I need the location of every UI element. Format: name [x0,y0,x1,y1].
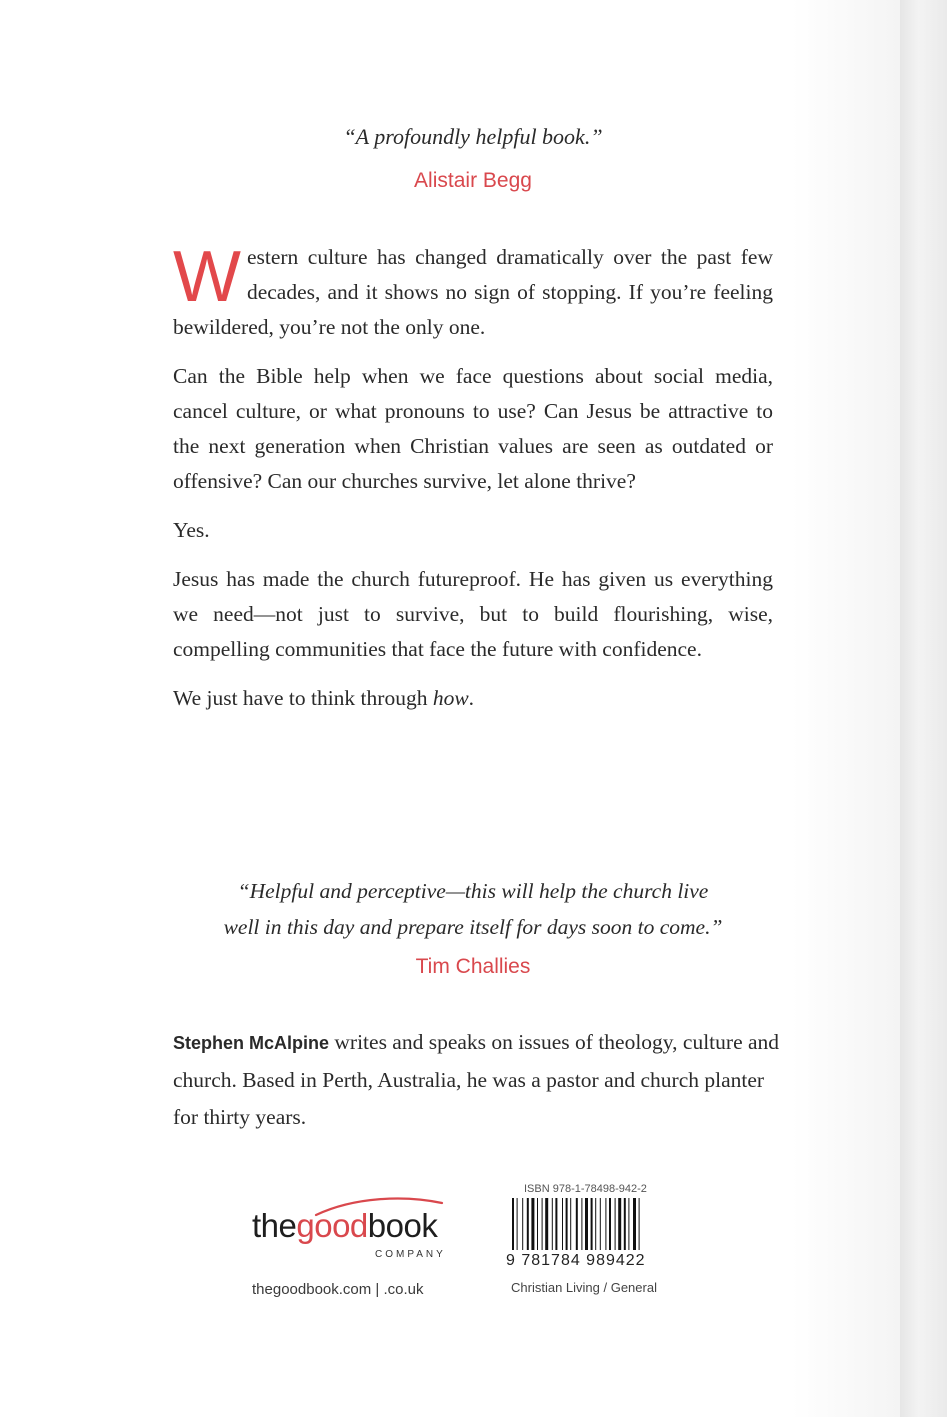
book-blurb [173,237,773,730]
blurb-text: estern culture has changed dramatically over the past few decades, and it shows no sign of stopping. If you’re feeling bewildered, you’re not the only one. [173,245,773,339]
barcode-digits: 9 781784 989422 [506,1252,646,1269]
publisher-url: thegoodbook.com | .co.uk [252,1281,424,1298]
barcode-icon [512,1198,674,1256]
endorsement-author: Tim Challies [415,955,531,978]
blurb-text: We just have to think through [173,686,433,710]
blurb-paragraph: Yes. [173,518,210,542]
logo-company: COMPANY [375,1249,446,1260]
quote-line: well in this day and prepare itself for days soon to come.” [223,915,723,939]
endorsement-quote [173,873,773,945]
publisher-block [252,1195,472,1298]
publisher-logo [252,1195,472,1260]
author-name: Stephen McAlpine [173,1033,330,1053]
blurb-paragraph [173,237,773,345]
cover-edge [900,0,947,1417]
quote-line: “Helpful and perceptive—this will help the church live [237,879,709,903]
bio-text: writes and speaks on issues of theology, culture and church. Based in Perth, Australia, he was a pastor and church planter for thirty years. [173,1030,780,1129]
logo-good: good [296,1207,368,1244]
logo-book: book [367,1207,438,1244]
author-bio [173,1024,783,1136]
blurb-text: . [468,686,475,710]
blurb-paragraph: Jesus has made the church futureproof. He has given us everything we need—not just to survive, but to build flourishing, wise, compelling communities that face the future with confidence. [173,567,773,661]
blurb-emphasis: how [432,686,469,710]
endorsement-author: Alistair Begg [414,169,532,192]
book-category: Christian Living / General [511,1280,657,1295]
blurb-paragraph [173,681,773,716]
logo-the: the [252,1207,297,1244]
isbn-label: ISBN 978-1-78498-942-2 [524,1183,647,1195]
logo-wordmark [252,1207,437,1245]
endorsement-quote: “A profoundly helpful book.” [343,124,603,149]
blurb-paragraph: Can the Bible help when we face questions about social media, cancel culture, or what pronouns to use? Can Jesus be attractive to the next generation when Christian values are seen as outdated or offensive? Can our churches survive, let alone thrive? [173,364,773,493]
drop-cap: W [173,237,241,317]
